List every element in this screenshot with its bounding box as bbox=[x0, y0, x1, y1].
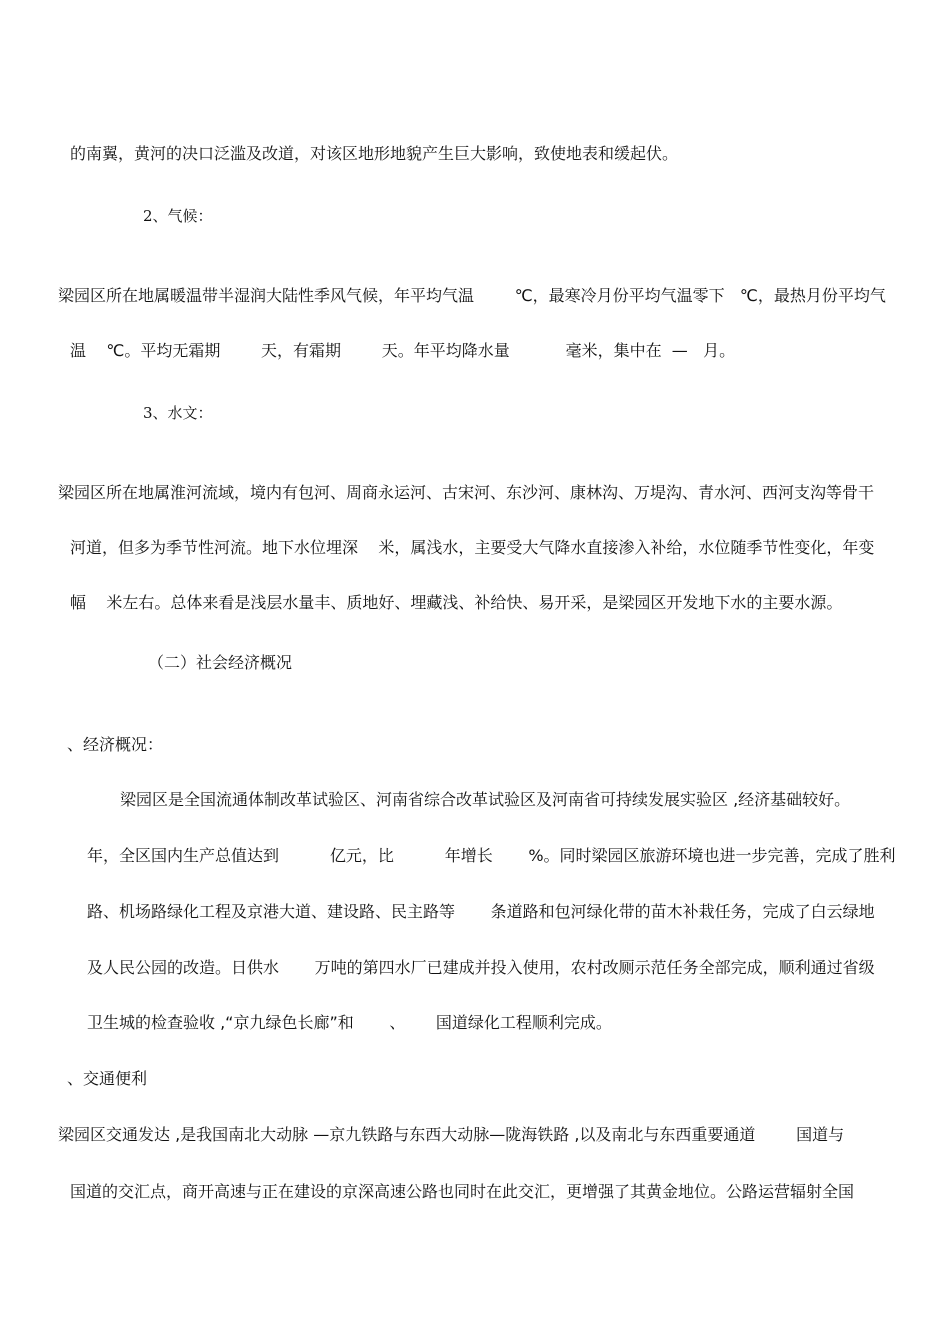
section-heading-traffic: 、交通便利 bbox=[67, 1069, 148, 1088]
paragraph-line: 梁园区所在地属暖温带半湿润大陆性季风气候，年平均气温 ℃，最寒冷月份平均气温零下 ℃，最热月份平均气 bbox=[58, 286, 886, 305]
paragraph-line: 幅 米左右。总体来看是浅层水量丰、质地好、埋藏浅、补给快、易开采，是梁园区开发地下水的主要水源。 bbox=[70, 593, 843, 612]
section-heading-hydrology: 3、水文： bbox=[143, 404, 213, 422]
paragraph-line: 卫生城的检查验收 ,“京九绿色长廊”和 、 国道绿化工程顺利完成。 bbox=[87, 1013, 612, 1032]
paragraph-line: 的南翼，黄河的决口泛滥及改道，对该区地形地貌产生巨大影响，致使地表和缓起伏。 bbox=[70, 144, 679, 163]
paragraph-line: 河道，但多为季节性河流。地下水位埋深 米，属浅水，主要受大气降水直接渗入补给，水位随季节性变化，年变 bbox=[70, 538, 875, 557]
paragraph-line: 年，全区国内生产总值达到 亿元，比 年增长 %。同时梁园区旅游环境也进一步完善，完成了胜利 bbox=[87, 846, 896, 865]
paragraph-line: 梁园区交通发达 ,是我国南北大动脉 —京九铁路与东西大动脉—陇海铁路 ,以及南北与东西重要通道 国道与 bbox=[58, 1125, 845, 1144]
paragraph-line: 梁园区所在地属淮河流域，境内有包河、周商永运河、古宋河、东沙河、康林沟、万堤沟、青水河、西河支沟等骨干 bbox=[58, 483, 875, 502]
paragraph-line: 国道的交汇点，商开高速与正在建设的京深高速公路也同时在此交汇，更增强了其黄金地位。公路运营辐射全国 bbox=[70, 1182, 855, 1201]
paragraph-line: 路、机场路绿化工程及京港大道、建设路、民主路等 条道路和包河绿化带的苗木补栽任务，完成了白云绿地 bbox=[87, 902, 875, 921]
section-heading-socioeconomic: （二）社会经济概况 bbox=[148, 653, 293, 672]
paragraph-line: 温 ℃。平均无霜期 天，有霜期 天。年平均降水量 毫米，集中在 — 月。 bbox=[70, 341, 736, 360]
paragraph-line: 及人民公园的改造。日供水 万吨的第四水厂已建成并投入使用，农村改厕示范任务全部完成，顺利通过省级 bbox=[87, 958, 875, 977]
section-heading-economy: 、经济概况： bbox=[67, 735, 164, 754]
paragraph-line: 梁园区是全国流通体制改革试验区、河南省综合改革试验区及河南省可持续发展实验区 ,经济基础较好。 bbox=[120, 790, 851, 809]
section-heading-climate: 2、气候： bbox=[143, 207, 213, 225]
